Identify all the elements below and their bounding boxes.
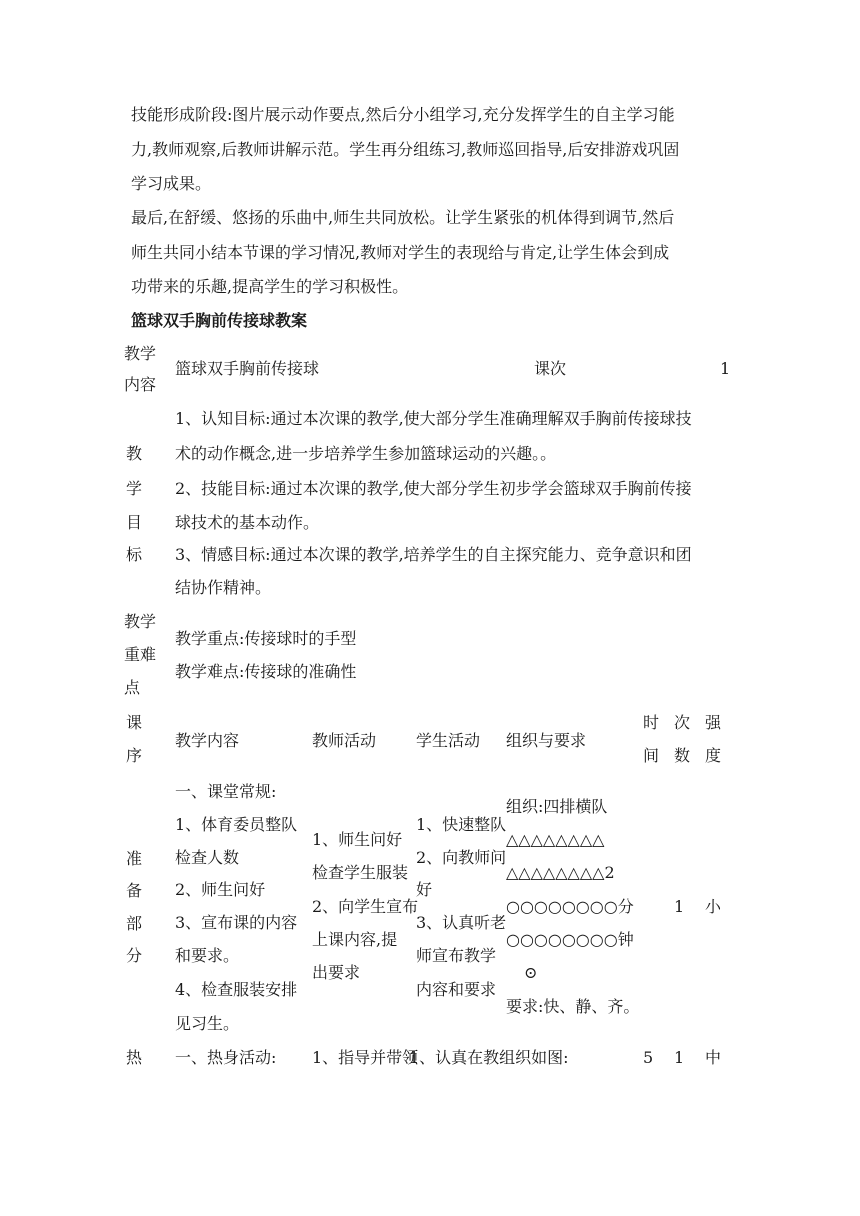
warmup-side-char: 热 [126, 1048, 143, 1067]
prep-teacher-line: 出要求 [312, 963, 361, 982]
col-header-order: 课 [126, 713, 143, 732]
col-header-intensity: 度 [705, 746, 722, 765]
prep-org-formation: ○○○○○○○○分 [506, 897, 634, 916]
col-header-count: 次 [674, 713, 691, 732]
prep-student-line: 1、快速整队 [416, 815, 507, 834]
prep-content-line: 3、宣布课的内容 [175, 913, 298, 932]
teaching-difficulty: 教学难点:传接球的准确性 [175, 662, 357, 681]
col-header-count: 数 [674, 746, 691, 765]
key-side-line: 教学 [124, 612, 157, 631]
col-header-student: 学生活动 [416, 731, 481, 750]
goals-side-char: 教 [126, 444, 143, 463]
goal-line: 1、认知目标:通过本次课的教学,使大部分学生准确理解双手胸前传接球技 [175, 409, 692, 428]
prep-side-char: 分 [126, 946, 143, 965]
prep-org-formation: △△△△△△△△ [506, 830, 605, 849]
intro-line: 最后,在舒缓、悠扬的乐曲中,师生共同放松。让学生紧张的机体得到调节,然后 [131, 208, 675, 227]
prep-student-line: 3、认真听老 [416, 913, 507, 932]
col-header-intensity: 强 [705, 713, 722, 732]
warmup-student-org: 1、认真在教组织如图: [409, 1048, 569, 1067]
row-label: 教学 [124, 344, 157, 363]
teacher-position-icon: ⊙ [524, 963, 538, 982]
prep-student-line: 内容和要求 [416, 980, 497, 999]
prep-side-char: 部 [126, 914, 143, 933]
teaching-focus: 教学重点:传接球时的手型 [175, 629, 357, 648]
prep-content-line: 2、师生问好 [175, 880, 266, 899]
prep-org-line: 组织:四排横队 [506, 797, 608, 816]
goals-side-char: 标 [126, 545, 143, 564]
intro-line: 功带来的乐趣,提高学生的学习积极性。 [131, 277, 409, 296]
goal-line: 球技术的基本动作。 [175, 513, 320, 532]
lesson-number-value: 1 [720, 359, 731, 378]
goal-line: 术的动作概念,进一步培养学生参加篮球运动的兴趣。。 [175, 444, 557, 463]
prep-teacher-line: 2、向学生宣布 [312, 897, 419, 916]
warmup-content: 一、热身活动: [175, 1048, 277, 1067]
goal-line: 2、技能目标:通过本次课的教学,使大部分学生初步学会篮球双手胸前传接 [175, 479, 692, 498]
prep-count: 1 [674, 897, 685, 916]
intro-line: 师生共同小结本节课的学习情况,教师对学生的表现给与肯定,让学生体会到成 [131, 243, 670, 262]
prep-content-line: 见习生。 [175, 1014, 240, 1033]
prep-content-line: 一、课堂常规: [175, 782, 277, 801]
prep-teacher-line: 1、师生问好 [312, 830, 403, 849]
row-label: 内容 [124, 375, 157, 394]
intro-line: 力,教师观察,后教师讲解示范。学生再分组练习,教师巡回指导,后安排游戏巩固 [131, 140, 680, 159]
prep-org-formation: △△△△△△△△2 [506, 863, 615, 882]
prep-content-line: 4、检查服装安排 [175, 980, 298, 999]
intro-line: 学习成果。 [131, 174, 212, 193]
prep-content-line: 1、体育委员整队 [175, 815, 298, 834]
col-header-teacher: 教师活动 [312, 731, 377, 750]
prep-content-line: 检查人数 [175, 848, 240, 867]
prep-org-requirement: 要求:快、静、齐。 [506, 997, 640, 1016]
prep-student-line: 2、向教师问 [416, 848, 507, 867]
col-header-time: 时 [643, 713, 660, 732]
lesson-content: 篮球双手胸前传接球 [175, 359, 320, 378]
key-side-line: 点 [124, 678, 141, 697]
intro-line: 技能形成阶段:图片展示动作要点,然后分小组学习,充分发挥学生的自主学习能 [131, 105, 675, 124]
goal-line: 3、情感目标:通过本次课的教学,培养学生的自主探究能力、竞争意识和团 [175, 545, 692, 564]
prep-teacher-line: 上课内容,提 [312, 930, 398, 949]
warmup-count: 1 [674, 1048, 685, 1067]
col-header-time: 间 [643, 746, 660, 765]
prep-teacher-line: 检查学生服装 [312, 863, 409, 882]
prep-side-char: 准 [126, 849, 143, 868]
prep-student-line: 好 [416, 880, 433, 899]
col-header-content: 教学内容 [175, 731, 240, 750]
prep-intensity: 小 [705, 897, 722, 916]
prep-student-line: 师宣布教学 [416, 946, 497, 965]
warmup-intensity: 中 [705, 1048, 722, 1067]
plan-title: 篮球双手胸前传接球教案 [131, 311, 308, 330]
col-header-org: 组织与要求 [506, 731, 587, 750]
key-side-line: 重难 [124, 645, 157, 664]
col-header-order: 序 [126, 746, 143, 765]
warmup-teacher: 1、指导并带领 [312, 1048, 419, 1067]
lesson-number-label: 课次 [534, 359, 567, 378]
goals-side-char: 学 [126, 479, 143, 498]
goals-side-char: 目 [126, 513, 143, 532]
prep-org-formation: ○○○○○○○○钟 [506, 930, 634, 949]
prep-content-line: 和要求。 [175, 946, 240, 965]
goal-line: 结协作精神。 [175, 578, 272, 597]
warmup-time: 5 [643, 1048, 654, 1067]
prep-side-char: 备 [126, 881, 143, 900]
